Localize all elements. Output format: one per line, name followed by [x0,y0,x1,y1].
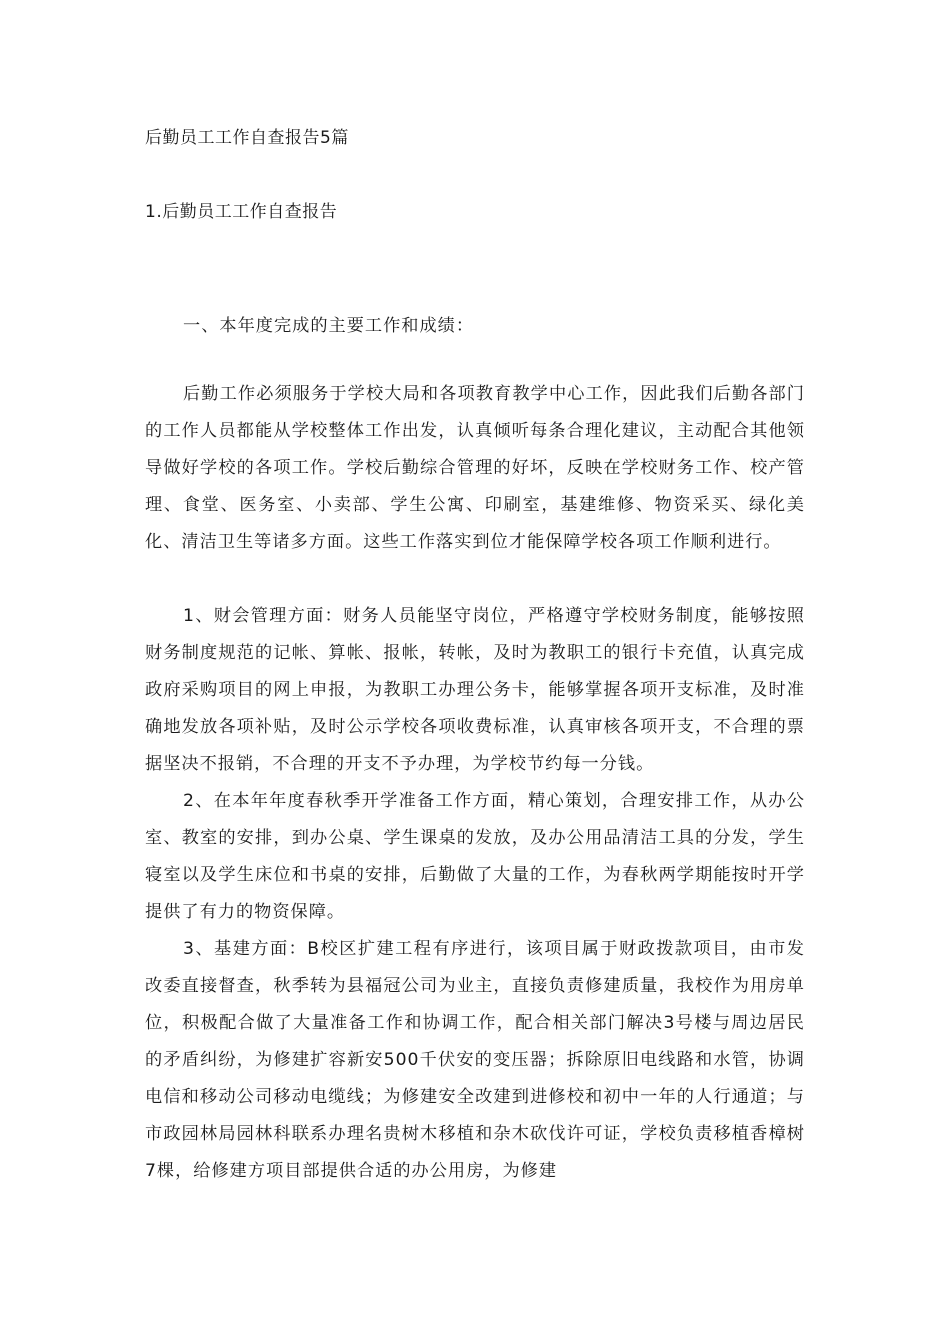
sub-heading: 一、本年度完成的主要工作和成绩： [183,316,475,336]
paragraph-construction: 3、基建方面：B校区扩建工程有序进行，该项目属于财政拨款项目，由市发改委直接督查，秋季转为县福冠公司为业主，直接负责修建质量，我校作为用房单位，积极配合做了大量准备工作和协调工作，配合相关部门解决3号楼与周边居民的矛盾纠纷，为修建扩容新安500千伏安的变压器；拆除原旧电线路和水管，协调电信和移动公司移动电缆线；为修建安全改建到进修校和初中一年的人行通道；与市政园林局园林科联系办理名贵树木移植和杂木砍伐许可证，学校负责移植香樟树7棵，给修建方项目部提供合适的办公用房，为修建 [145,939,805,1181]
paragraph-finance: 1、财会管理方面：财务人员能坚守岗位，严格遵守学校财务制度，能够按照财务制度规范的记帐、算帐、报帐，转帐，及时为教职工的银行卡充值，认真完成政府采购项目的网上申报，为教职工办理公务卡，能够掌握各项开支标准，及时准确地发放各项补贴，及时公示学校各项收费标准，认真审核各项开支，不合理的票据坚决不报销，不合理的开支不予办理，为学校节约每一分钱。 [145,606,805,774]
paragraph-intro: 后勤工作必须服务于学校大局和各项教育教学中心工作，因此我们后勤各部门的工作人员都能从学校整体工作出发，认真倾听每条合理化建议，主动配合其他领导做好学校的各项工作。学校后勤综合管理的好坏，反映在学校财务工作、校产管理、食堂、医务室、小卖部、学生公寓、印刷室，基建维修、物资采买、绿化美化、清洁卫生等诸多方面。这些工作落实到位才能保障学校各项工作顺利进行。 [145,384,805,552]
document-title: 后勤员工工作自查报告5篇 [145,128,349,148]
section-heading: 1.后勤员工工作自查报告 [145,202,338,222]
paragraph-semester-prep: 2、在本年年度春秋季开学准备工作方面，精心策划，合理安排工作，从办公室、教室的安排，到办公桌、学生课桌的发放，及办公用品清洁工具的分发，学生寝室以及学生床位和书桌的安排，后勤做了大量的工作，为春秋两学期能按时开学提供了有力的物资保障。 [145,791,805,922]
